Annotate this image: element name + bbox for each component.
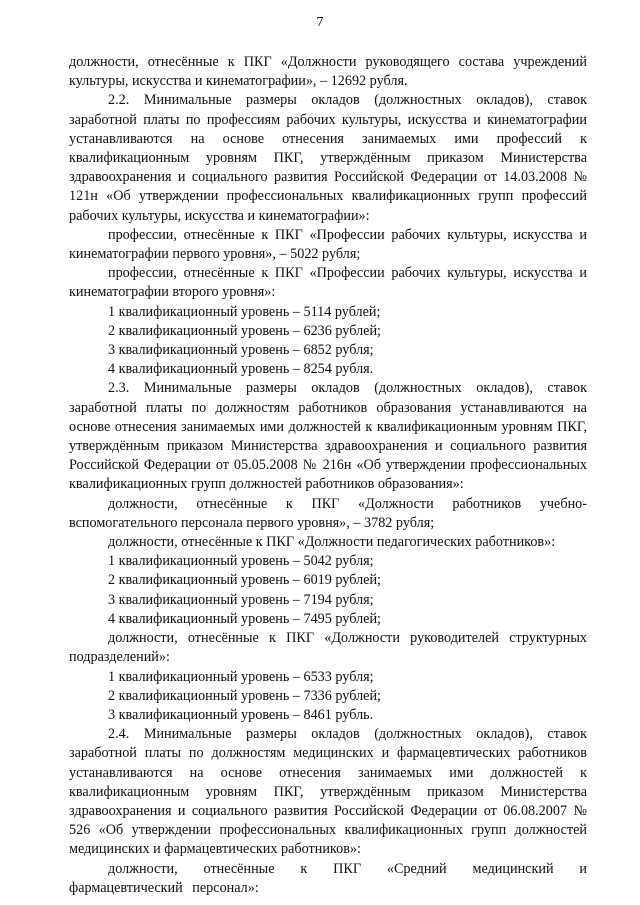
- list-item-qual-level-3: 3 квалификационный уровень – 6852 рубля;: [108, 342, 374, 359]
- document-body: [69, 53, 587, 898]
- paragraph-section-2-3: 2.3. Минимальные размеры окладов (должностных окладов), ставок заработной платы по должностям работников образования устанавливаются на основе отнесения занимаемых ими должностей к квалификационным уровням ПКГ, утверждённым приказом Министерства здравоохранения и социального развития Российской Федерации от 05.05.2008 № 216н «Об утверждении профессиональных квалификационных групп должностей работников образования»:: [69, 380, 587, 493]
- paragraph-section-2-4: 2.4. Минимальные размеры окладов (должностных окладов), ставок заработной платы по должностям медицинских и фармацевтических работников устанавливаются на основе отнесения занимаемых ими должностей к квалификационным уровням ПКГ, утверждённым приказом Министерства здравоохранения и социального развития Российской Федерации от 06.08.2007 № 526 «Об утверждении профессиональных квалификационных групп должностей медицинских и фармацевтических работников»:: [69, 726, 587, 858]
- paragraph-unit-heads: должности, отнесённые к ПКГ «Должности руководителей структурных подразделений»:: [69, 630, 587, 666]
- list-item-head-level-2: 2 квалификационный уровень – 7336 рублей;: [108, 687, 381, 704]
- paragraph-education-support-staff: должности, отнесённые к ПКГ «Должности работников учебно-вспомогательного персонала первого уровня», – 3782 рубля;: [69, 495, 587, 531]
- list-item-ped-level-4: 4 квалификационный уровень – 7495 рублей;: [108, 610, 381, 627]
- page-number: 7: [316, 15, 324, 30]
- list-item-head-level-1: 1 квалификационный уровень – 6533 рубля;: [108, 668, 374, 685]
- list-item-ped-level-2: 2 квалификационный уровень – 6019 рублей;: [108, 572, 381, 589]
- list-item-qual-level-4: 4 квалификационный уровень – 8254 рубля.: [108, 361, 374, 378]
- paragraph-workers-level-1: профессии, отнесённые к ПКГ «Профессии рабочих культуры, искусства и кинематографии первого уровня», – 5022 рубля;: [69, 226, 587, 263]
- paragraph-workers-level-2: профессии, отнесённые к ПКГ «Профессии рабочих культуры, искусства и кинематографии второго уровня»:: [69, 265, 587, 301]
- list-item-ped-level-1: 1 квалификационный уровень – 5042 рубля;: [108, 553, 374, 570]
- paragraph-medical-staff: должности, отнесённые к ПКГ «Средний медицинский и фармацевтический персонал»:: [69, 860, 587, 896]
- list-item-head-level-3: 3 квалификационный уровень – 8461 рубль.: [108, 706, 374, 723]
- paragraph-culture-leadership: должности, отнесённые к ПКГ «Должности руководящего состава учреждений культуры, искусства и кинематографии», – 12692 рубля.: [69, 54, 587, 90]
- list-item-qual-level-1: 1 квалификационный уровень – 5114 рублей;: [108, 303, 381, 320]
- list-item-ped-level-3: 3 квалификационный уровень – 7194 рубля;: [108, 591, 374, 608]
- paragraph-pedagogical-staff: должности, отнесённые к ПКГ «Должности педагогических работников»:: [108, 534, 556, 551]
- list-item-qual-level-2: 2 квалификационный уровень – 6236 рублей;: [108, 322, 381, 339]
- paragraph-section-2-2: 2.2. Минимальные размеры окладов (должностных окладов), ставок заработной платы по профессиям рабочих культуры, искусства и кинематографии устанавливаются на основе отнесения занимаемых ими профессий к квалификационным уровням ПКГ, утверждённым приказом Министерства здравоохранения и социального развития Российской Федерации от 14.03.2008 № 121н «Об утверждении профессиональных квалификационных групп профессий рабочих культуры, искусства и кинематографии»:: [69, 92, 587, 224]
